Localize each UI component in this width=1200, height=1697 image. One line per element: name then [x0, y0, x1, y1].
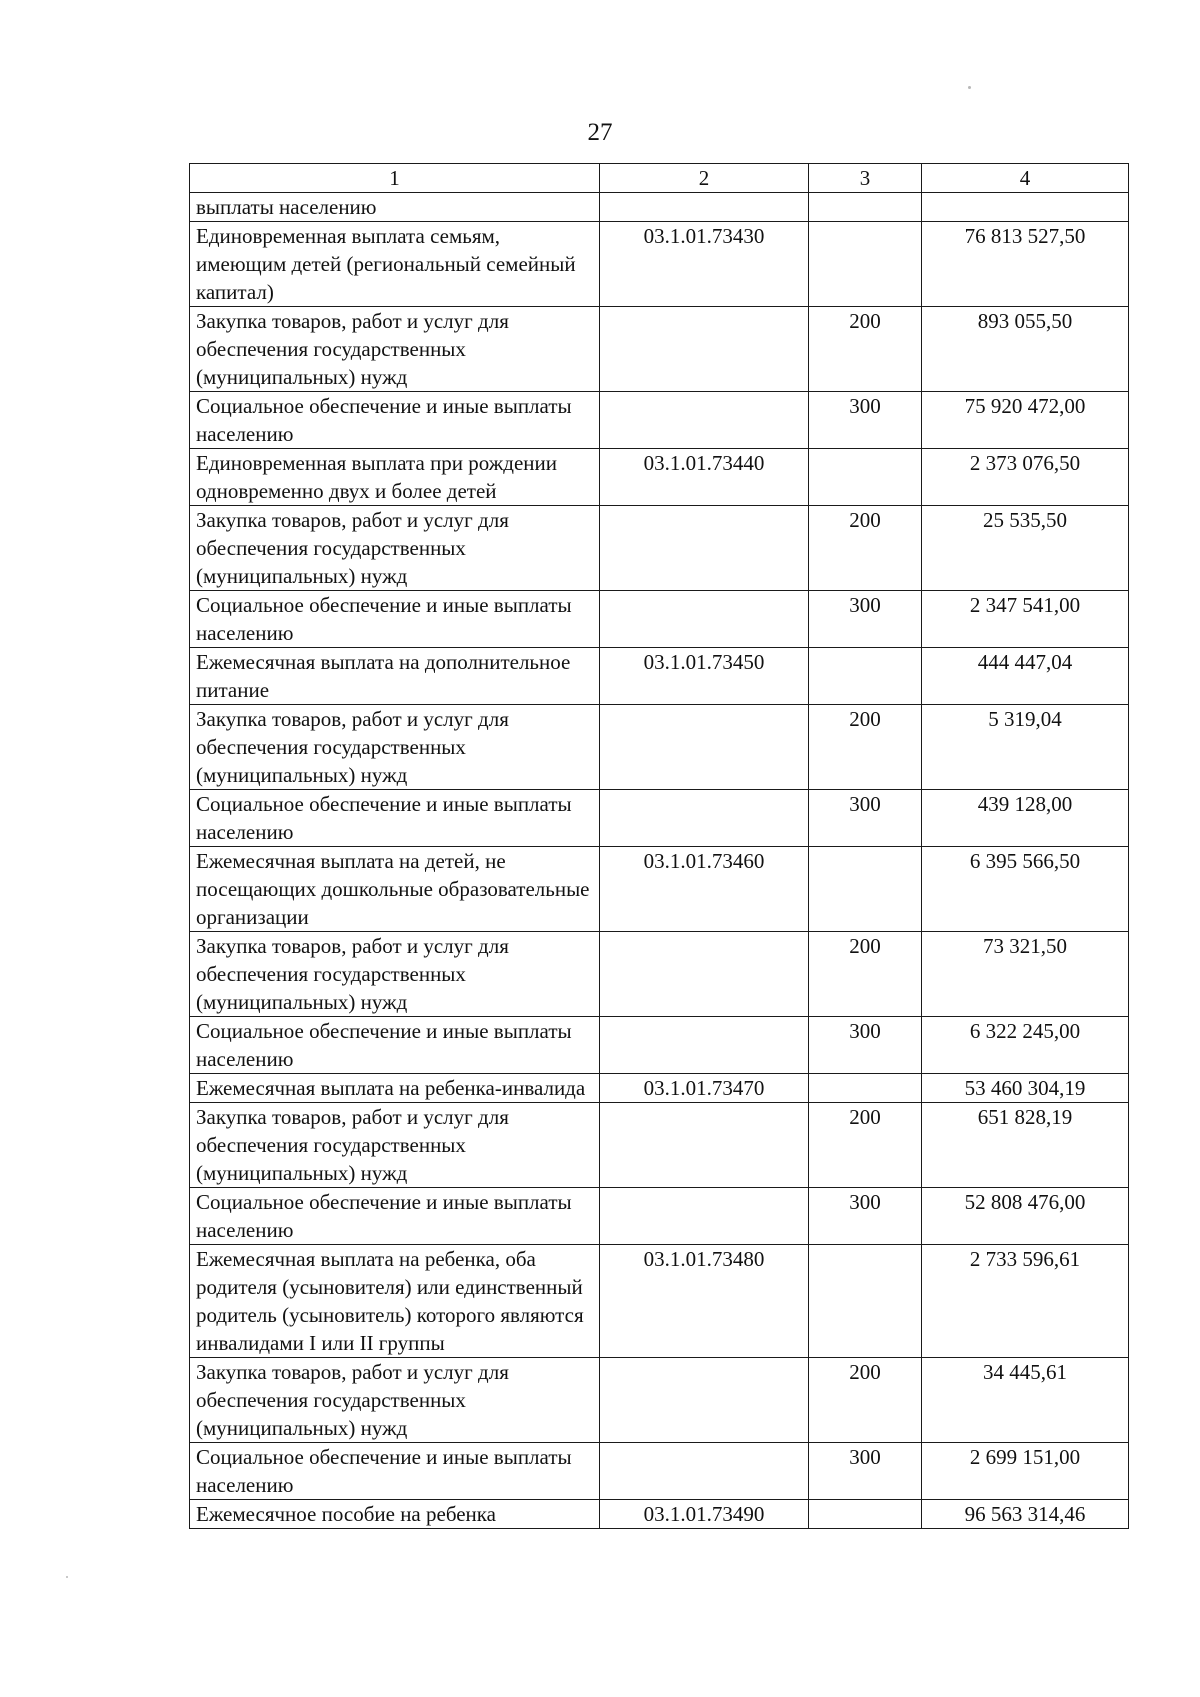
row-amount-cell: 893 055,50 [922, 307, 1129, 392]
table-row [190, 1500, 1129, 1529]
row-code-cell [600, 506, 809, 591]
row-name-cell: Ежемесячное пособие на ребенка [190, 1500, 600, 1529]
row-name-cell: Ежемесячная выплата на ребенка-инвалида [190, 1074, 600, 1103]
row-expense-type-cell: 300 [809, 392, 922, 449]
row-code-cell [600, 193, 809, 222]
row-expense-type-cell [809, 648, 922, 705]
table-header-row [190, 164, 1129, 193]
row-name-cell: Социальное обеспечение и иные выплаты населению [190, 1443, 600, 1500]
table-row [190, 506, 1129, 591]
row-code-cell [600, 705, 809, 790]
row-name-cell: выплаты населению [190, 193, 600, 222]
row-expense-type-cell: 200 [809, 307, 922, 392]
row-name-cell: Закупка товаров, работ и услуг для обеспечения государственных (муниципальных) нужд [190, 1103, 600, 1188]
row-expense-type-cell [809, 1245, 922, 1358]
row-expense-type-cell: 300 [809, 790, 922, 847]
row-name-cell: Социальное обеспечение и иные выплаты населению [190, 392, 600, 449]
row-amount-cell: 53 460 304,19 [922, 1074, 1129, 1103]
table-row [190, 847, 1129, 932]
row-expense-type-cell: 300 [809, 1443, 922, 1500]
scan-artifact [66, 1576, 68, 1578]
row-amount-cell: 6 395 566,50 [922, 847, 1129, 932]
row-name-cell: Закупка товаров, работ и услуг для обеспечения государственных (муниципальных) нужд [190, 932, 600, 1017]
row-code-cell [600, 790, 809, 847]
column-header-2: 2 [600, 164, 809, 193]
row-code-cell [600, 1103, 809, 1188]
row-name-cell: Социальное обеспечение и иные выплаты населению [190, 790, 600, 847]
column-header-4: 4 [922, 164, 1129, 193]
row-code-cell [600, 591, 809, 648]
row-amount-cell: 2 699 151,00 [922, 1443, 1129, 1500]
row-code-cell [600, 1188, 809, 1245]
row-amount-cell: 76 813 527,50 [922, 222, 1129, 307]
table-row [190, 1443, 1129, 1500]
table-row [190, 1017, 1129, 1074]
row-expense-type-cell [809, 193, 922, 222]
row-expense-type-cell: 300 [809, 1017, 922, 1074]
row-name-cell: Ежемесячная выплата на ребенка, оба родителя (усыновителя) или единственный родитель (усыновитель) которого являются инвалидами I или II группы [190, 1245, 600, 1358]
row-expense-type-cell [809, 1074, 922, 1103]
row-amount-cell: 96 563 314,46 [922, 1500, 1129, 1529]
row-code-cell: 03.1.01.73460 [600, 847, 809, 932]
page-number: 27 [587, 119, 613, 146]
row-amount-cell: 73 321,50 [922, 932, 1129, 1017]
table-row [190, 1358, 1129, 1443]
table-row [190, 392, 1129, 449]
table-body [190, 193, 1129, 1529]
row-expense-type-cell: 200 [809, 1358, 922, 1443]
scan-artifact [968, 86, 971, 89]
row-name-cell: Ежемесячная выплата на дополнительное питание [190, 648, 600, 705]
table-row [190, 307, 1129, 392]
row-amount-cell: 2 347 541,00 [922, 591, 1129, 648]
table-row [190, 193, 1129, 222]
row-name-cell: Закупка товаров, работ и услуг для обеспечения государственных (муниципальных) нужд [190, 1358, 600, 1443]
row-expense-type-cell: 300 [809, 591, 922, 648]
column-header-3: 3 [809, 164, 922, 193]
row-code-cell [600, 1443, 809, 1500]
table-row [190, 648, 1129, 705]
row-code-cell: 03.1.01.73450 [600, 648, 809, 705]
table-row [190, 1103, 1129, 1188]
row-code-cell: 03.1.01.73440 [600, 449, 809, 506]
row-code-cell [600, 307, 809, 392]
table-row [190, 222, 1129, 307]
row-code-cell [600, 392, 809, 449]
row-amount-cell: 651 828,19 [922, 1103, 1129, 1188]
table-row [190, 1188, 1129, 1245]
row-expense-type-cell [809, 1500, 922, 1529]
row-name-cell: Социальное обеспечение и иные выплаты населению [190, 1017, 600, 1074]
row-name-cell: Единовременная выплата семьям, имеющим детей (региональный семейный капитал) [190, 222, 600, 307]
row-name-cell: Единовременная выплата при рождении одновременно двух и более детей [190, 449, 600, 506]
row-expense-type-cell: 200 [809, 1103, 922, 1188]
row-amount-cell: 439 128,00 [922, 790, 1129, 847]
row-amount-cell: 444 447,04 [922, 648, 1129, 705]
row-amount-cell: 2 733 596,61 [922, 1245, 1129, 1358]
table-row [190, 449, 1129, 506]
row-name-cell: Ежемесячная выплата на детей, не посещающих дошкольные образовательные организации [190, 847, 600, 932]
row-amount-cell: 34 445,61 [922, 1358, 1129, 1443]
row-name-cell: Социальное обеспечение и иные выплаты населению [190, 591, 600, 648]
row-expense-type-cell: 200 [809, 506, 922, 591]
row-amount-cell: 5 319,04 [922, 705, 1129, 790]
table-row [190, 705, 1129, 790]
row-name-cell: Закупка товаров, работ и услуг для обеспечения государственных (муниципальных) нужд [190, 705, 600, 790]
row-name-cell: Закупка товаров, работ и услуг для обеспечения государственных (муниципальных) нужд [190, 506, 600, 591]
row-code-cell [600, 1017, 809, 1074]
table-row [190, 591, 1129, 648]
row-code-cell [600, 1358, 809, 1443]
row-name-cell: Социальное обеспечение и иные выплаты населению [190, 1188, 600, 1245]
row-name-cell: Закупка товаров, работ и услуг для обеспечения государственных (муниципальных) нужд [190, 307, 600, 392]
row-expense-type-cell: 300 [809, 1188, 922, 1245]
row-code-cell: 03.1.01.73480 [600, 1245, 809, 1358]
row-amount-cell [922, 193, 1129, 222]
table-row [190, 790, 1129, 847]
row-code-cell [600, 932, 809, 1017]
row-expense-type-cell [809, 847, 922, 932]
row-code-cell: 03.1.01.73470 [600, 1074, 809, 1103]
row-expense-type-cell: 200 [809, 705, 922, 790]
row-amount-cell: 52 808 476,00 [922, 1188, 1129, 1245]
row-amount-cell: 25 535,50 [922, 506, 1129, 591]
row-amount-cell: 75 920 472,00 [922, 392, 1129, 449]
row-amount-cell: 2 373 076,50 [922, 449, 1129, 506]
table-row [190, 932, 1129, 1017]
row-amount-cell: 6 322 245,00 [922, 1017, 1129, 1074]
row-code-cell: 03.1.01.73490 [600, 1500, 809, 1529]
table-row [190, 1074, 1129, 1103]
row-expense-type-cell [809, 222, 922, 307]
column-header-1: 1 [190, 164, 600, 193]
table-row [190, 1245, 1129, 1358]
row-code-cell: 03.1.01.73430 [600, 222, 809, 307]
row-expense-type-cell [809, 449, 922, 506]
budget-table [189, 163, 1129, 1529]
row-expense-type-cell: 200 [809, 932, 922, 1017]
